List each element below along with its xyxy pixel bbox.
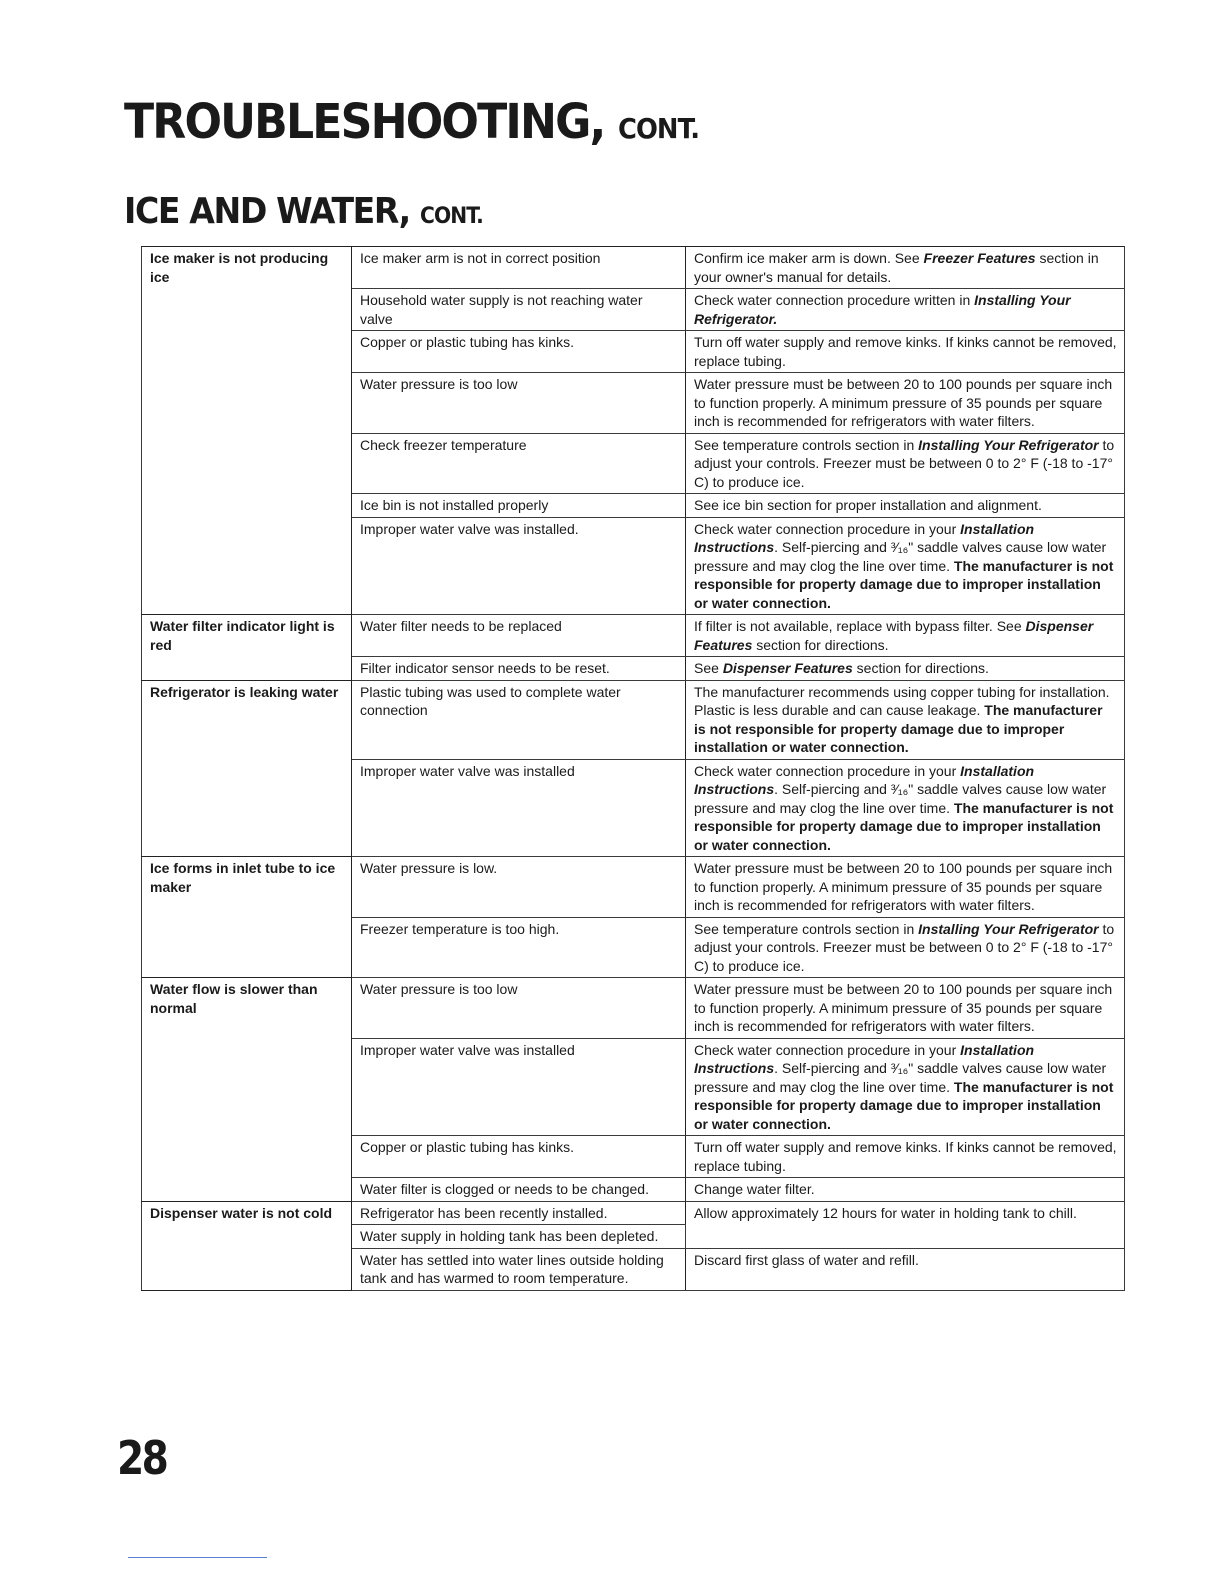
- cause-cell: Ice bin is not installed properly: [352, 494, 686, 518]
- solution-cell: Discard first glass of water and refill.: [686, 1248, 1125, 1290]
- cause-cell: Copper or plastic tubing has kinks.: [352, 331, 686, 373]
- cause-cell: Water pressure is too low: [352, 978, 686, 1039]
- solution-cell: Turn off water supply and remove kinks. If kinks cannot be removed, replace tubing.: [686, 331, 1125, 373]
- cause-cell: Water has settled into water lines outside holding tank and has warmed to room temperature.: [352, 1248, 686, 1290]
- cause-cell: Improper water valve was installed: [352, 1038, 686, 1136]
- table-row: [142, 247, 1125, 289]
- cause-cell: Copper or plastic tubing has kinks.: [352, 1136, 686, 1178]
- solution-cell: Confirm ice maker arm is down. See Freezer Features section in your owner's manual for details.: [686, 247, 1125, 289]
- solution-cell: Water pressure must be between 20 to 100 pounds per square inch to function properly. A minimum pressure of 35 pounds per square inch is recommended for refrigerators with water filters.: [686, 373, 1125, 434]
- solution-cell: See temperature controls section in Installing Your Refrigerator to adjust your controls. Freezer must be between 0 to 2° F (-18 to -17° C) to produce ice.: [686, 917, 1125, 978]
- solution-cell: Turn off water supply and remove kinks. If kinks cannot be removed, replace tubing.: [686, 1136, 1125, 1178]
- section-title: [124, 191, 483, 232]
- solution-cell: If filter is not available, replace with bypass filter. See Dispenser Features section for directions.: [686, 615, 1125, 657]
- solution-cell: See ice bin section for proper installation and alignment.: [686, 494, 1125, 518]
- section-title-main: ICE AND WATER,: [124, 191, 410, 232]
- problem-cell: Water filter indicator light is red: [142, 615, 352, 681]
- cause-cell: Water filter needs to be replaced: [352, 615, 686, 657]
- cause-cell: Ice maker arm is not in correct position: [352, 247, 686, 289]
- cause-cell: Plastic tubing was used to complete water connection: [352, 680, 686, 759]
- problem-cell: Ice maker is not producing ice: [142, 247, 352, 615]
- table-row: [142, 857, 1125, 918]
- cause-cell: Water filter is clogged or needs to be changed.: [352, 1178, 686, 1202]
- cause-cell: Freezer temperature is too high.: [352, 917, 686, 978]
- solution-cell: Water pressure must be between 20 to 100 pounds per square inch to function properly. A minimum pressure of 35 pounds per square inch is recommended for refrigerators with water filters.: [686, 978, 1125, 1039]
- solution-cell: Allow approximately 12 hours for water in holding tank to chill.: [686, 1201, 1125, 1248]
- cause-cell: Filter indicator sensor needs to be reset.: [352, 657, 686, 681]
- solution-cell: Water pressure must be between 20 to 100 pounds per square inch to function properly. A minimum pressure of 35 pounds per square inch is recommended for refrigerators with water filters.: [686, 857, 1125, 918]
- page-title: [124, 94, 700, 150]
- table-row: [142, 978, 1125, 1039]
- solution-cell: See temperature controls section in Installing Your Refrigerator to adjust your controls. Freezer must be between 0 to 2° F (-18 to -17° C) to produce ice.: [686, 433, 1125, 494]
- problem-cell: Dispenser water is not cold: [142, 1201, 352, 1290]
- cause-cell: Water pressure is too low: [352, 373, 686, 434]
- footer-divider: [128, 1557, 267, 1558]
- table-row: [142, 680, 1125, 759]
- troubleshooting-table: [141, 246, 1125, 1291]
- solution-cell: Check water connection procedure in your Installation Instructions. Self-piercing and ³⁄₁₆" saddle valves cause low water pressure and may clog the line over time. The manufacturer is not responsible for property damage due to improper installation or water connection.: [686, 517, 1125, 615]
- cause-cell: Water supply in holding tank has been depleted.: [352, 1225, 686, 1249]
- solution-cell: Check water connection procedure in your Installation Instructions. Self-piercing and ³⁄₁₆" saddle valves cause low water pressure and may clog the line over time. The manufacturer is not responsible for property damage due to improper installation or water connection.: [686, 759, 1125, 857]
- problem-cell: Water flow is slower than normal: [142, 978, 352, 1202]
- table-row: [142, 1201, 1125, 1225]
- solution-cell: Check water connection procedure in your Installation Instructions. Self-piercing and ³⁄₁₆" saddle valves cause low water pressure and may clog the line over time. The manufacturer is not responsible for property damage due to improper installation or water connection.: [686, 1038, 1125, 1136]
- page-title-suffix: CONT.: [617, 112, 700, 145]
- cause-cell: Water pressure is low.: [352, 857, 686, 918]
- problem-cell: Refrigerator is leaking water: [142, 680, 352, 857]
- solution-cell: Change water filter.: [686, 1178, 1125, 1202]
- table-row: [142, 615, 1125, 657]
- cause-cell: Improper water valve was installed: [352, 759, 686, 857]
- cause-cell: Improper water valve was installed.: [352, 517, 686, 615]
- solution-cell: The manufacturer recommends using copper tubing for installation. Plastic is less durable and can cause leakage. The manufacturer is not responsible for property damage due to improper installation or water connection.: [686, 680, 1125, 759]
- problem-cell: Ice forms in inlet tube to ice maker: [142, 857, 352, 978]
- cause-cell: Check freezer temperature: [352, 433, 686, 494]
- solution-cell: Check water connection procedure written in Installing Your Refrigerator.: [686, 289, 1125, 331]
- cause-cell: Household water supply is not reaching water valve: [352, 289, 686, 331]
- cause-cell: Refrigerator has been recently installed.: [352, 1201, 686, 1225]
- page-number: 28: [117, 1431, 167, 1485]
- page-title-main: TROUBLESHOOTING,: [124, 94, 605, 150]
- section-title-suffix: CONT.: [420, 204, 483, 229]
- solution-cell: See Dispenser Features section for directions.: [686, 657, 1125, 681]
